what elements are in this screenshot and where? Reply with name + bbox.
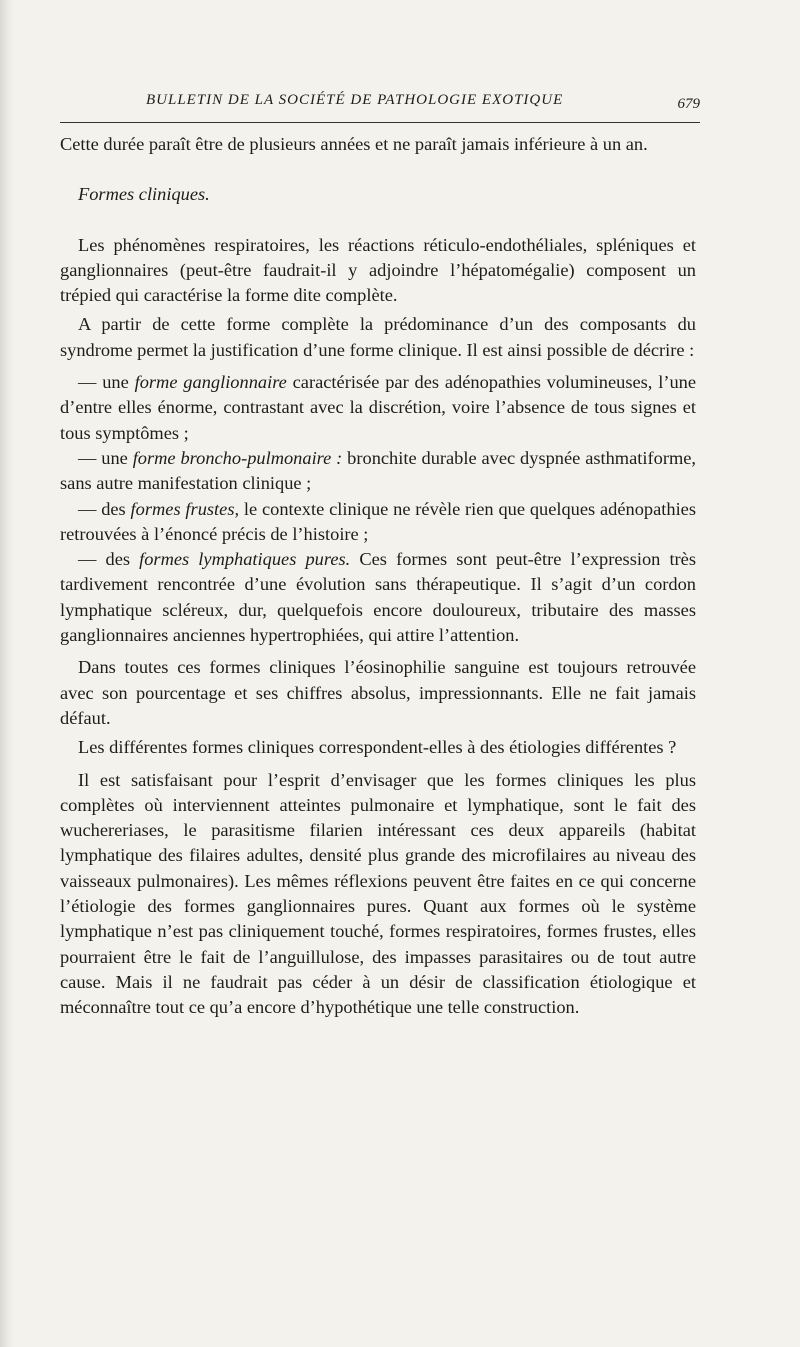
article-body — [60, 132, 696, 1021]
list-dash: — une — [78, 447, 133, 468]
list-item-frustes — [60, 497, 696, 548]
term-formes-frustes: formes frustes, — [130, 498, 240, 519]
list-dash: — des — [78, 549, 140, 570]
list-item-ganglionnaire — [60, 370, 696, 446]
list-item-lymphatiques — [60, 547, 696, 648]
list-item-text: caractérisée par des adénopathies volumineuses, l’une d’entre elles énorme, contrastant avec la discrétion, voire l’absence de tous signes et tous symptômes ; — [60, 372, 697, 443]
list-item-text: le contexte clinique ne révèle rien que quelques adénopathies retrouvées à l’énoncé précis de l’histoire ; — [60, 498, 697, 544]
page-number: 679 — [677, 96, 700, 112]
list-dash: — des — [78, 498, 131, 519]
paragraph-eosinophilie: Dans toutes ces formes cliniques l’éosinophilie sanguine est toujours retrouvée avec son pourcentage et ses chiffres absolus, impressionnants. Elle ne fait jamais défaut. — [60, 657, 696, 728]
paragraph-etiologies-question: Les différentes formes cliniques correspondent-elles à des étiologies différentes ? — [78, 737, 677, 758]
running-head: BULLETIN DE LA SOCIÉTÉ DE PATHOLOGIE EXOTIQUE — [146, 92, 564, 108]
list-item-broncho-pulmonaire — [60, 446, 696, 497]
paragraph-etiologie-discussion: Il est satisfaisant pour l’esprit d’envisager que les formes cliniques les plus complètes où interviennent atteintes pulmonaire et lymphatique, sont le fait des wuchereriases, le parasitisme filarien intéressant ces deux appareils (habitat lymphatique des filaires adultes, densité plus grande des microfilaires au niveau des vaisseaux pulmonaires). Les mêmes réflexions peuvent être faites en ce qui concerne l’étiologie des formes ganglionnaires pures. Quant aux formes où le système lymphatique n’est pas cliniquement touché, formes respiratoires, formes frustes, elles pourraient être le fait de l’anguillulose, des impasses parasitaires ou de tout autre cause. Mais il ne faudrait pas céder à un désir de classification étiologique et méconnaître tout ce qu’a encore d’hypothétique une telle construction. — [60, 769, 696, 1018]
page-header — [60, 92, 700, 120]
list-item-text: bronchite durable avec dyspnée asthmatiforme, sans autre manifestation clinique ; — [60, 447, 697, 494]
paragraph-triad: Les phénomènes respiratoires, les réactions réticulo-endothéliales, spléniques et ganglionnaires (peut-être faudrait-il y adjoindre l’hépatomégalie) composent un trépied qui caractérise la forme dite complète. — [60, 234, 696, 306]
header-rule — [60, 122, 700, 123]
list-item-text: Ces formes sont peut-être l’expression très tardivement rencontrée d’une évolution sans thérapeutique. Il s’agit d’un cordon lymphatique scléreux, dur, quelquefois encore douloureux, tributaire des masses ganglionnaires anciennes hypertrophiées, qui attire l’attention. — [60, 549, 697, 646]
paragraph-forms-intro: A partir de cette forme complète la prédominance d’un des composants du syndrome permet la justification d’une forme clinique. Il est ainsi possible de décrire : — [60, 314, 696, 360]
term-forme-broncho-pulmonaire: forme broncho-pulmonaire : — [132, 447, 343, 468]
term-formes-lymphatiques-pures: formes lymphatiques pures. — [139, 549, 351, 570]
page-edge-shadow — [0, 0, 14, 1347]
list-dash: — une — [78, 372, 135, 393]
paragraph-duration: Cette durée paraît être de plusieurs années et ne paraît jamais inférieure à un an. — [60, 134, 648, 154]
section-heading: Formes cliniques. — [78, 184, 210, 205]
term-forme-ganglionnaire: forme ganglionnaire — [134, 372, 287, 393]
